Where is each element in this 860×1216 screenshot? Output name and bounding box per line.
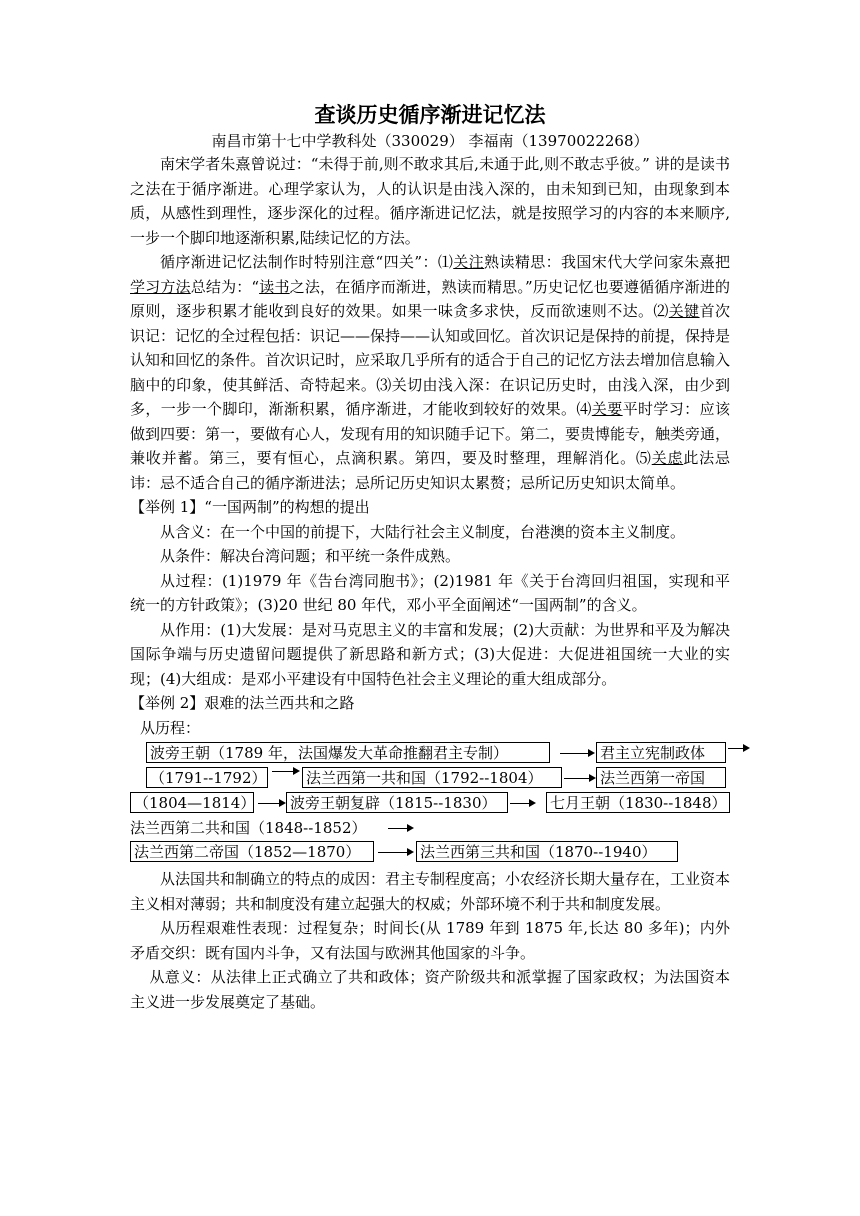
text-segment: 之法，在循序而渐进，熟读而精思。”历史记忆也要遵循循序渐进的原则，逐步积累才能收到良好的效果。如果一味贪多求快，反而欲速则不达。⑵ <box>130 277 730 320</box>
text-segment: 此法忌讳：忌不适合自己的循序渐进法；忌所记历史知识太累赘；忌所记历史知识太简单。 <box>130 449 730 492</box>
timeline-arrow <box>728 748 748 749</box>
timeline-box-bourbon-restoration: 波旁王朝复辟（1815--1830） <box>286 792 508 813</box>
example-2-heading: 【举例 2】艰难的法兰西共和之路 <box>130 694 355 712</box>
timeline-item-second-republic: 法兰西第二共和国（1848--1852） <box>130 819 367 837</box>
intro-paragraph: 南宋学者朱熹曾说过：“未得于前,则不敢求其后,未通于此,则不敢志乎彼。” 讲的是读书之法在于循序渐进。心理学家认为，人的认识是由浅入深的，由未知到已知，由现象到本质，从感性到理性，逐步深化的过程。循序渐进记忆法，就是按照学习的内容的本来顺序,一步一个脚印地逐渐积累,陆续记忆的方法。 <box>130 155 730 247</box>
timeline-box-period-1804-1814: （1804—1814） <box>130 792 254 813</box>
timeline-box-july-monarchy: 七月王朝（1830--1848） <box>546 792 730 813</box>
example-2-significance: 从意义：从法律上正式确立了共和政体；资产阶级共和派掌握了国家政权；为法国资本主义进一步发展奠定了基础。 <box>130 968 730 1011</box>
example-2-causes: 从法国共和制确立的特点的成因：君主专制程度高；小农经济长期大量存在，工业资本主义相对薄弱；共和制度没有建立起强大的权威；外部环境不利于共和制度发展。 <box>130 870 731 913</box>
example-1-process: 从过程：(1)1979 年《告台湾同胞书》；(2)1981 年《关于台湾回归祖国，实现和平统一的方针政策》；(3)20 世纪 80 年代，邓小平全面阐述“一国两制”的含义。 <box>130 571 730 614</box>
timeline-arrow <box>258 803 284 804</box>
example-2-difficulty: 从历程艰难性表现：过程复杂；时间长(从 1789 年到 1875 年,长达 80 多年)；内外矛盾交织：既有国内斗争，又有法国与欧洲其他国家的斗争。 <box>130 919 730 962</box>
example-1-conditions: 从条件：解决台湾问题；和平统一条件成熟。 <box>160 547 461 565</box>
timeline-arrow <box>388 828 412 829</box>
timeline-box-first-republic: 法兰西第一共和国（1792--1804） <box>302 767 562 788</box>
text-segment: 熟读精思：我国宋代大学问家朱熹把 <box>484 253 730 271</box>
underlined-term: 关要 <box>591 400 623 418</box>
timeline-box-first-empire: 法兰西第一帝国 <box>596 767 726 788</box>
four-keys-paragraph <box>130 250 730 495</box>
timeline-arrow <box>510 803 534 804</box>
underlined-term: 关注 <box>453 253 485 271</box>
timeline-box-second-empire: 法兰西第二帝国（1852—1870） <box>130 841 374 862</box>
underlined-term: 关虑 <box>651 449 684 467</box>
timeline-box-constitutional-monarchy: 君主立宪制政体 <box>596 742 726 763</box>
timeline-arrow <box>272 771 298 772</box>
timeline-arrow <box>564 778 594 779</box>
document-page <box>130 100 730 1014</box>
example-1-effects: 从作用：(1)大发展：是对马克思主义的丰富和发展；(2)大贡献：为世界和平及为解决国际争端与历史遗留问题提供了新思路和新方式；(3)大促进：大促进祖国统一大业的实现；(4)大组成：是邓小平建设有中国特色社会主义理论的重大组成部分。 <box>130 620 730 688</box>
timeline-arrow <box>560 753 593 754</box>
underlined-term: 读书 <box>259 277 290 296</box>
page-title: 查谈历史循序渐进记忆法 <box>314 103 546 127</box>
example-1-heading: 【举例 1】“一国两制”的构想的提出 <box>130 498 370 516</box>
timeline-box-period-1791-1792: （1791--1792） <box>146 767 268 788</box>
timeline-arrow <box>378 852 412 853</box>
example-1-meaning: 从含义：在一个中国的前提下，大陆行社会主义制度，台港澳的资本主义制度。 <box>160 522 686 541</box>
underlined-term: 学习方法 <box>130 277 191 296</box>
text-segment: 循序渐进记忆法制作时特别注意“四关”：⑴ <box>160 253 454 271</box>
underlined-term: 关键 <box>668 302 700 320</box>
text-segment: 平时学习：应该做到四要：第一，要做有心人，发现有用的知识随手记下。第二，要贵博能专，触类旁通，兼收并蓄。第三，要有恒心，点滴积累。第四，要及时整理，理解消化。⑸ <box>130 400 731 467</box>
timeline-box-third-republic: 法兰西第三共和国（1870--1940） <box>416 841 678 862</box>
text-segment: 首次识记：记忆的全过程包括：识记——保持——认知或回忆。首次识记是保持的前提，保持是认知和回忆的条件。首次识记时，应采取几乎所有的适合于自己的记忆方法去增加信息输入脑中的印象，使其鲜活、奇特起来。⑶关切由浅入深：在识记历史时，由浅入深，由少到多，一步一个脚印，渐渐积累，循序渐进，才能收到较好的效果。⑷ <box>130 302 731 418</box>
author-line: 南昌市第十七中学教科处（330029） 李福南（13970022268） <box>211 132 649 150</box>
text-segment: 总结为：“ <box>190 277 260 296</box>
example-2-lead: 从历程： <box>140 718 201 737</box>
republic-timeline-diagram <box>130 740 730 865</box>
timeline-box-bourbon-monarchy: 波旁王朝（1789 年，法国爆发大革命推翻君主专制） <box>146 742 550 763</box>
